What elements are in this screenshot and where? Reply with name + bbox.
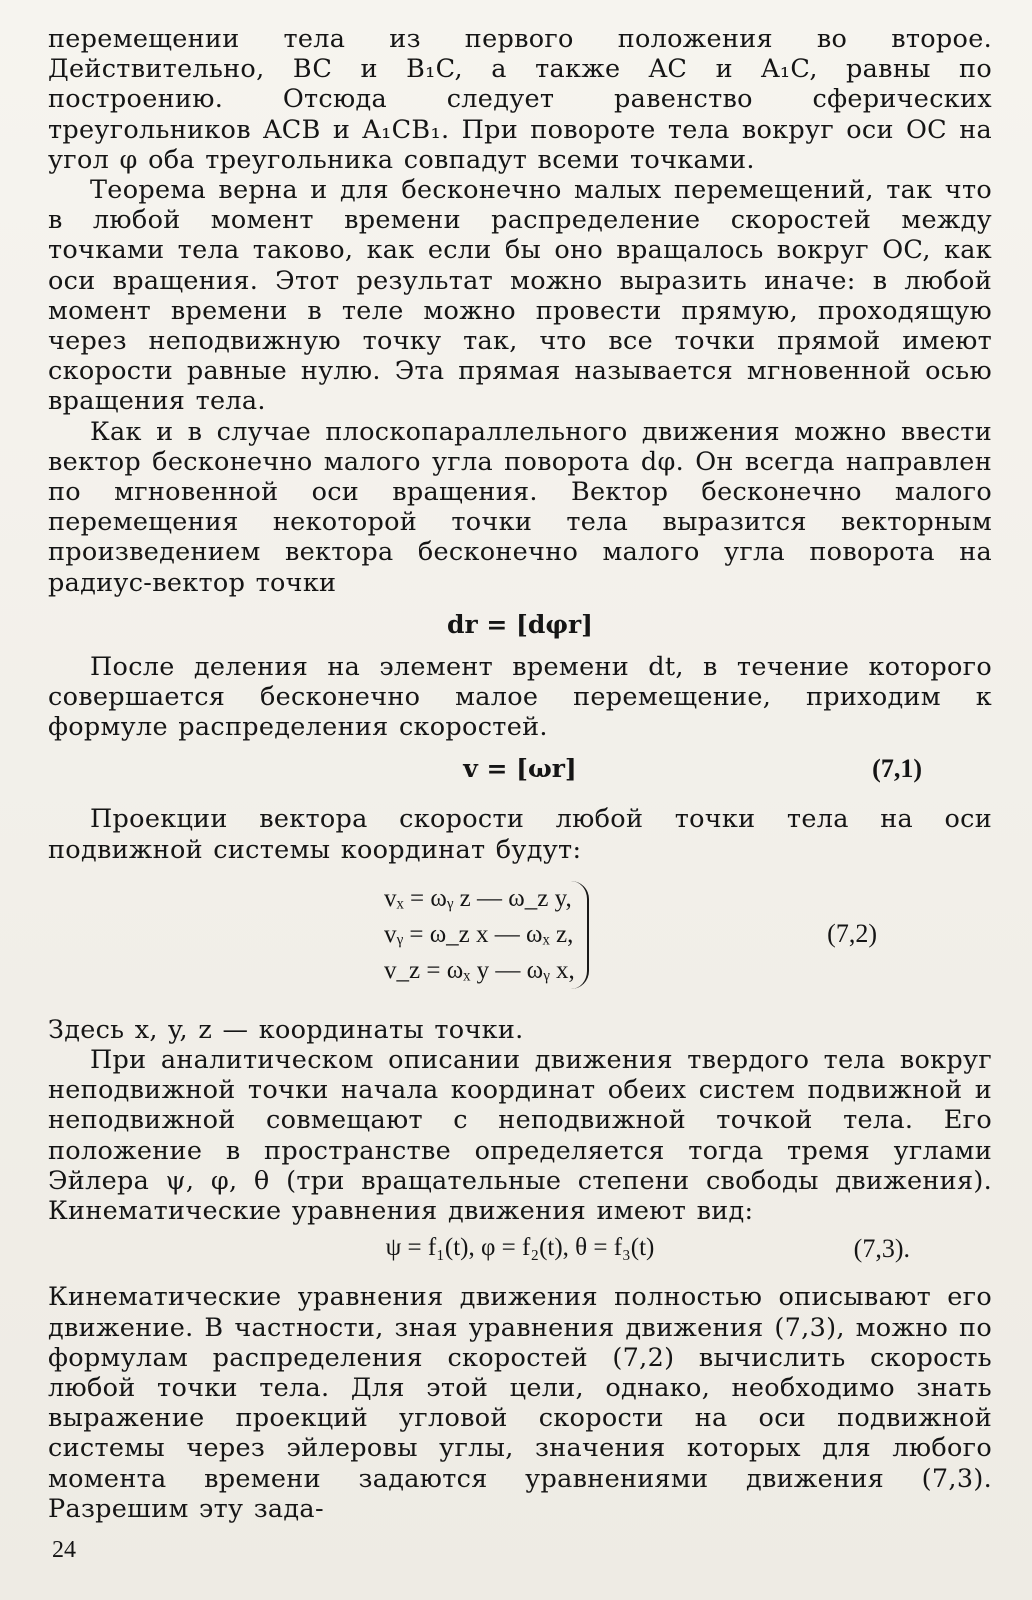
paragraph-4: После деления на элемент времени dt, в течение которого совершается бесконечно малое перемещение, приходим к формуле распределения скоростей. bbox=[48, 651, 992, 743]
page-number: 24 bbox=[52, 1537, 76, 1563]
equation-system-7-2 bbox=[48, 875, 992, 1005]
equation-dr: dr = [dφr] bbox=[447, 609, 593, 639]
equation-vy: vᵧ = ω_z x — ωₓ z, bbox=[384, 920, 574, 948]
paragraph-2: Теорема верна и для бесконечно малых перемещений, так что в любой момент времени распределение скоростей между точками тела таково, как если бы оно вращалось вокруг OC, как оси вращения. Этот результат можно выразить иначе: в любой момент времени в теле можно провести прямую, проходящую через неподвижную точку так, что все точки прямой имеют скорости равные нулю. Эта прямая называется мгновенной осью вращения тела. bbox=[48, 175, 992, 417]
velocity-projections bbox=[384, 881, 589, 989]
paragraph-5: Проекции вектора скорости любой точки тела на оси подвижной системы координат будут: bbox=[48, 804, 992, 865]
equation-vx: vₓ = ωᵧ z — ω_z y, bbox=[384, 884, 572, 912]
equation-7-3-row bbox=[48, 1226, 992, 1276]
paragraph-6: Здесь x, y, z — координаты точки. bbox=[48, 1014, 524, 1045]
equation-euler-angles: ψ = f₁(t), φ = f₂(t), θ = f₃(t) bbox=[385, 1234, 655, 1262]
paragraph-7: При аналитическом описании движения твердого тела вокруг неподвижной точки начала координат обеих систем подвижной и неподвижной совмещают с неподвижной точкой тела. Его положение в пространстве определяется тогда тремя углами Эйлера ψ, φ, θ (три вращательные степени свободы движения). Кинематические уравнения движения имеют вид: bbox=[48, 1045, 992, 1227]
equation-number-7-1: (7,1) bbox=[872, 754, 922, 784]
paragraph-1: перемещении тела из первого положения во второе. Действительно, BC и B₁C, а также AC и A₁C, равны по построению. Отсюда следует равенство сферических треугольников ACB и A₁CB₁. При повороте тела вокруг оси OC на угол φ оба треугольника совпадут всеми точками. bbox=[48, 24, 992, 175]
equation-number-7-2: (7,2) bbox=[827, 918, 877, 948]
paragraph-8: Кинематические уравнения движения полностью описывают его движение. В частности, зная уравнения движения (7,3), можно по формулам распределения скоростей (7,2) вычислить скорость любой точки тела. Для этой цели, однако, необходимо знать выражение проекций угловой скорости на оси подвижной системы через эйлеровы углы, значения которых для любого момента времени задаются уравнениями движения (7,3). Разрешим эту зада- bbox=[48, 1282, 992, 1524]
equation-vz: v_z = ωₓ y — ωᵧ x, bbox=[384, 956, 575, 984]
equation-number-7-3: (7,3). bbox=[853, 1234, 910, 1264]
equation-dr-row bbox=[48, 598, 992, 652]
equation-7-1-row bbox=[48, 742, 992, 796]
equation-v: v = [ωr] bbox=[463, 754, 577, 784]
paragraph-3: Как и в случае плоскопараллельного движения можно ввести вектор бесконечно малого угла поворота dφ. Он всегда направлен по мгновенной оси вращения. Вектор бесконечно малого перемещения некоторой точки тела выразится векторным произведением вектора бесконечно малого угла поворота на радиус-вектор точки bbox=[48, 416, 992, 598]
